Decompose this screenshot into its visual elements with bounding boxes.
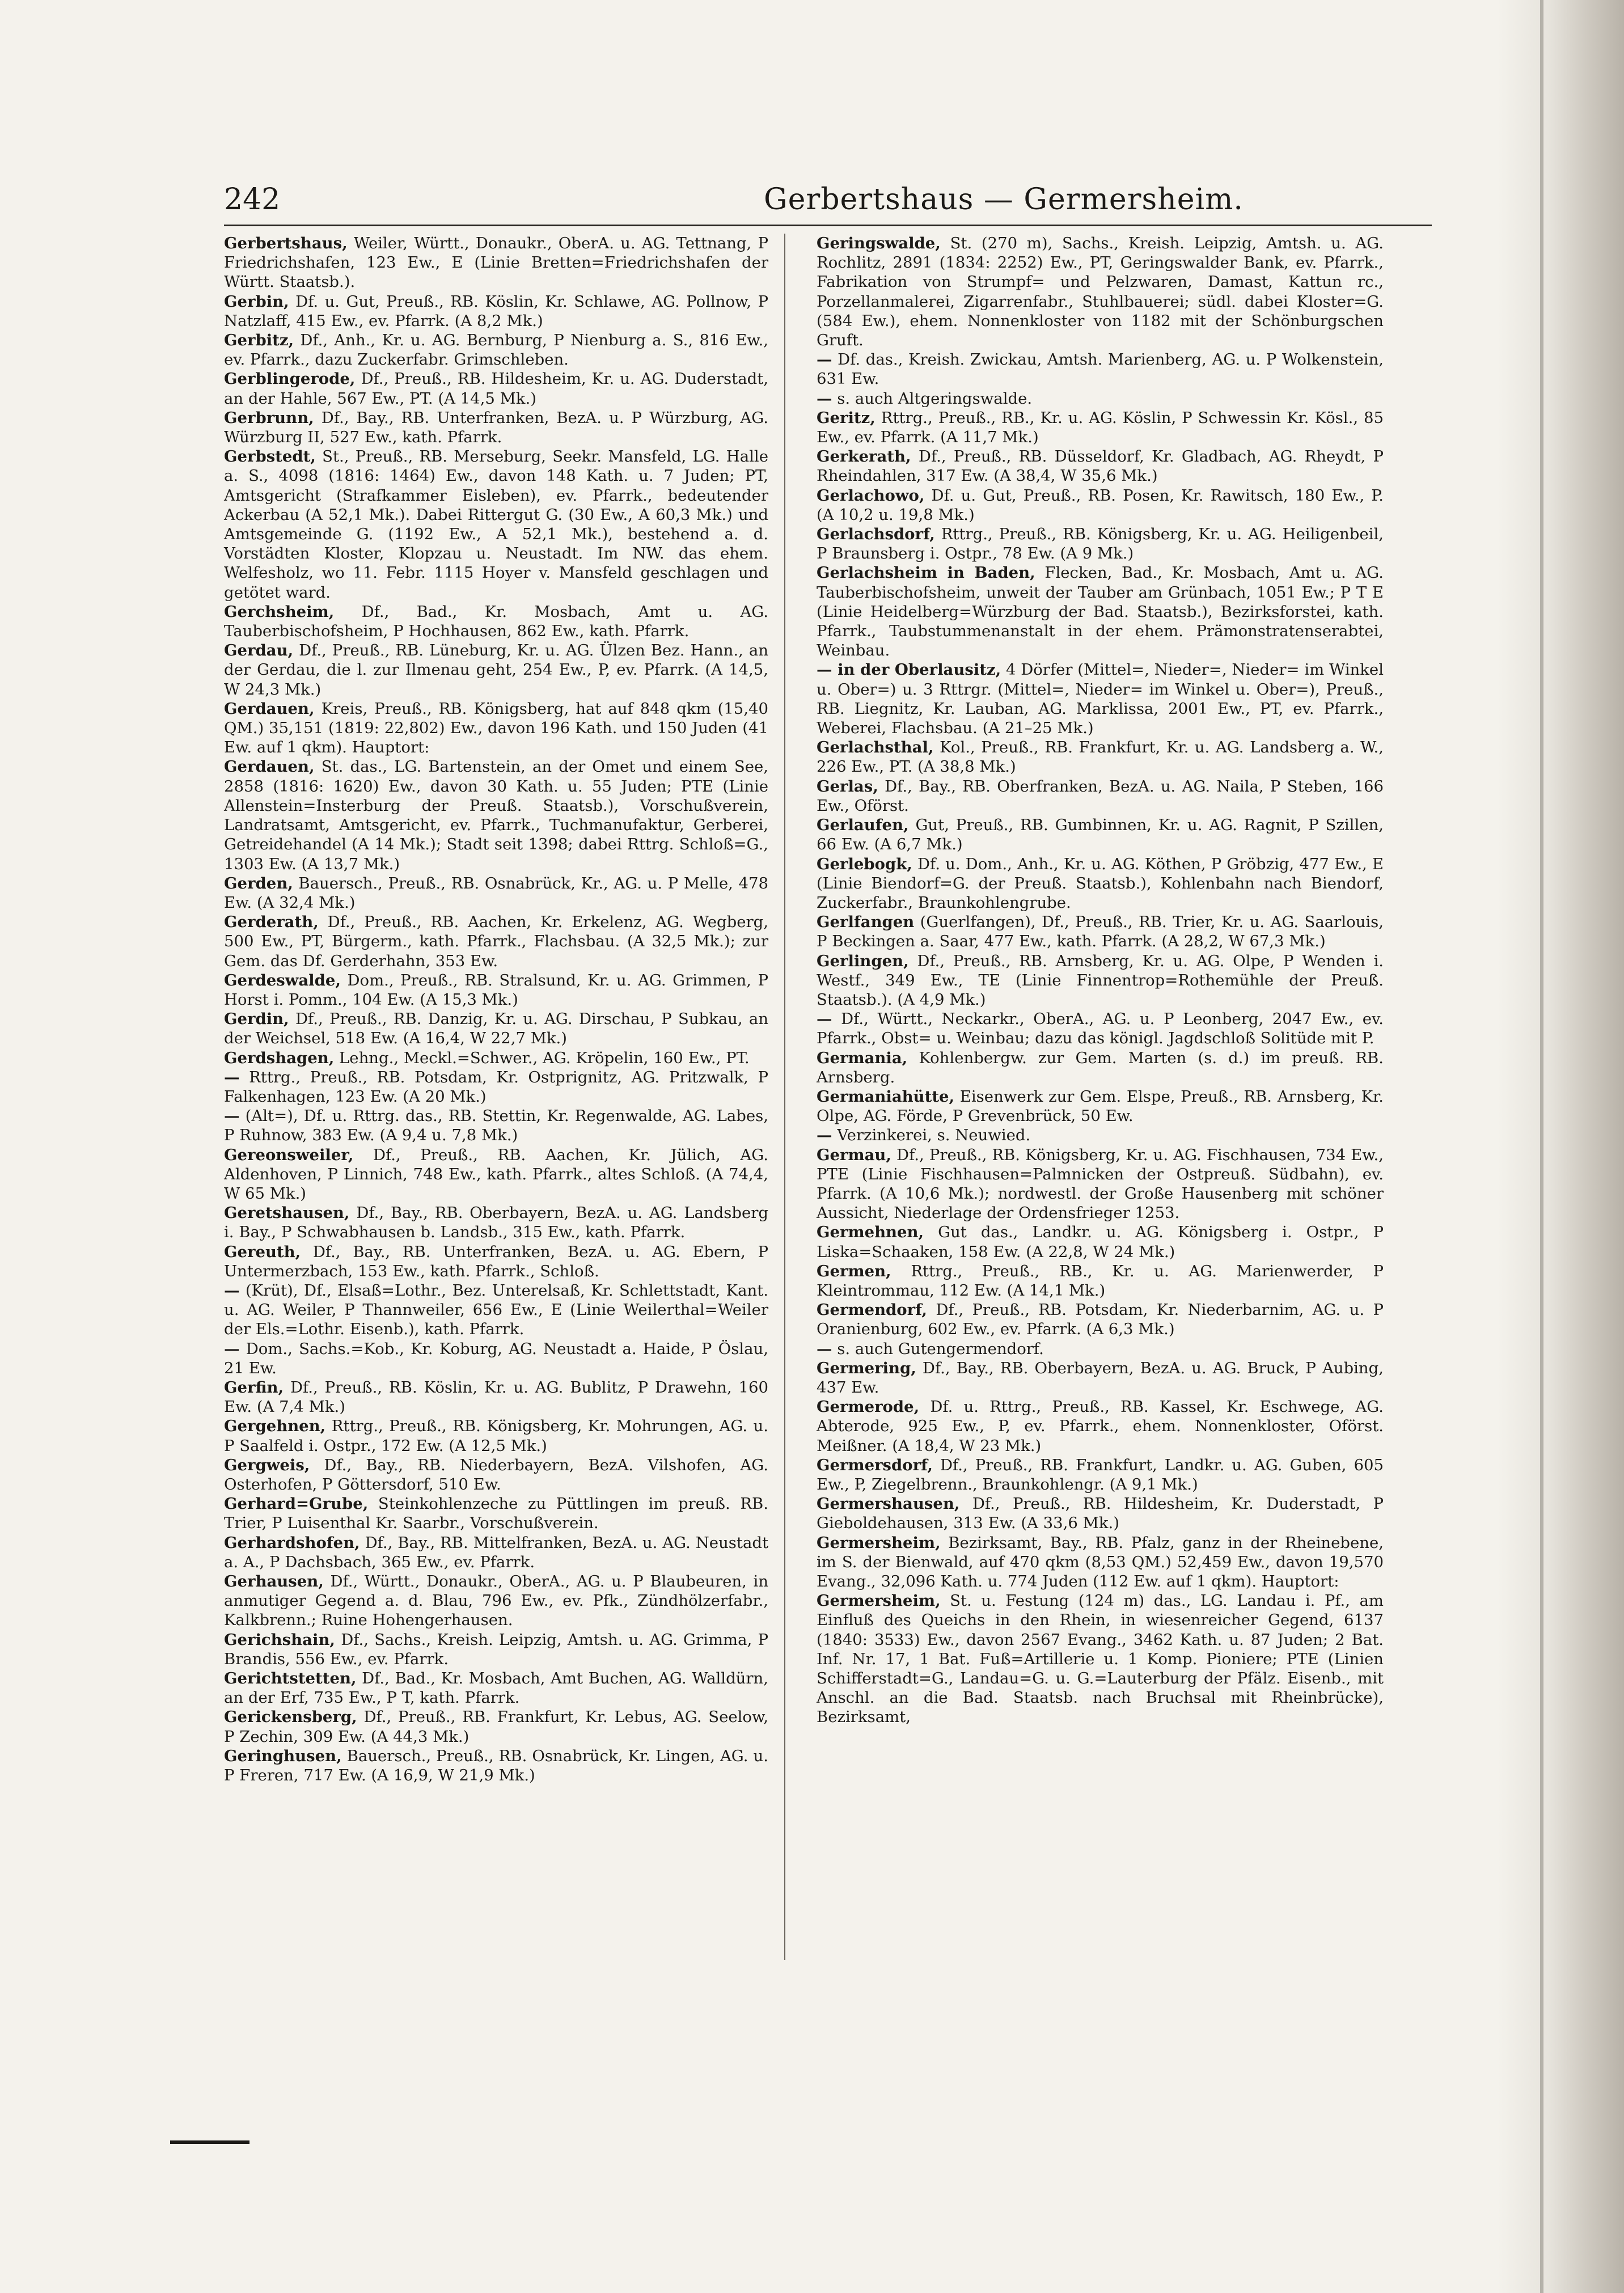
gazetteer-entry	[817, 1533, 1384, 1592]
gazetteer-entry	[224, 1669, 768, 1707]
gazetteer-entry	[224, 1145, 768, 1204]
entry-headword: Germering,	[817, 1359, 916, 1377]
entry-headword: Gerbitz,	[224, 331, 294, 350]
gazetteer-entry	[224, 641, 768, 699]
entry-headword: Gergweis,	[224, 1456, 310, 1474]
entry-text: (Guerlfangen), Df., Preuß., RB. Trier, Kr. u. AG. Saarlouis, P Beckingen a. Saar, 477 Ew., kath. Pfarrk. (A 28,2, W 67,3 Mk.)	[817, 913, 1384, 951]
gazetteer-entry	[817, 854, 1384, 913]
gazetteer-entry	[224, 602, 768, 641]
entry-text: Df., Preuß., RB. Köslin, Kr. u. AG. Bublitz, P Drawehn, 160 Ew. (A 7,4 Mk.)	[224, 1378, 768, 1416]
entry-text: St. das., LG. Bartenstein, an der Omet und einem See, 2858 (1816: 1620) Ew., davon 30 Kath. u. 55 Juden; PTE (Linie Allenstein=Insterburg der Preuß. Staatsb.), Vorschußverein, Landratsamt, Amtsgericht, ev. Pfarrk., Tuchmanufaktur, Gerberei, Getreidehandel (A 14 Mk.); Stadt seit 1398; dabei Rttrg. Schloß=G., 1303 Ew. (A 13,7 Mk.)	[224, 758, 768, 873]
entry-text: Df., Württ., Neckarkr., OberA., AG. u. P Leonberg, 2047 Ew., ev. Pfarrk., Obst= u. Weinbau; dazu das königl. Jagdschloß Solitüde mit P.	[817, 1010, 1384, 1048]
entry-headword: Gerdin,	[224, 1010, 289, 1029]
gazetteer-entry	[817, 389, 1384, 408]
entry-headword: Germania,	[817, 1048, 908, 1067]
gazetteer-entry	[224, 1378, 768, 1416]
entry-headword: —	[817, 1339, 832, 1358]
entry-headword: Gerlingen,	[817, 951, 909, 970]
entry-headword: Gerden,	[224, 874, 293, 892]
gazetteer-entry	[224, 912, 768, 971]
entry-headword: Gerhausen,	[224, 1572, 324, 1591]
gazetteer-entry	[817, 1262, 1384, 1300]
gazetteer-entry	[224, 1009, 768, 1048]
entry-headword: —	[817, 1126, 832, 1145]
gazetteer-entry	[224, 292, 768, 331]
entry-headword: Gerhard=Grube,	[224, 1495, 369, 1513]
entry-headword: Gerchsheim,	[224, 602, 335, 621]
page-number: 242	[224, 183, 281, 217]
entry-text: Dom., Preuß., RB. Stralsund, Kr. u. AG. Grimmen, P Horst i. Pomm., 104 Ew. (A 15,3 Mk.)	[224, 971, 768, 1009]
entry-headword: Gerdau,	[224, 641, 294, 660]
entry-headword: Germersheim,	[817, 1533, 941, 1552]
entry-headword: Gereuth,	[224, 1242, 301, 1261]
entry-headword: Germersdorf,	[817, 1456, 933, 1474]
gazetteer-entry	[224, 1533, 768, 1572]
entry-text: Eisenwerk zur Gem. Elspe, Preuß., RB. Arnsberg, Kr. Olpe, AG. Förde, P Grevenbrück, 50 Ew.	[817, 1087, 1384, 1126]
entry-headword: Germen,	[817, 1262, 891, 1280]
gazetteer-entry	[224, 1203, 768, 1242]
gazetteer-entry	[224, 1456, 768, 1494]
entry-text: Df. u. Dom., Anh., Kr. u. AG. Köthen, P Gröbzig, 477 Ew., E (Linie Biendorf=G. der Preuß. Staatsb.), Kohlenbahn nach Biendorf, Zuckerfabr., Braunkohlengrube.	[817, 854, 1384, 912]
entry-text: 4 Dörfer (Mittel=, Nieder=, Nieder= im Winkel u. Ober=) u. 3 Rttrgr. (Mittel=, Nieder= im Winkel u. Ober=), Preuß., RB. Liegnitz, Kr. Lauban, AG. Marklissa, 2001 Ew., PT, ev. Pfarrk., Weberei, Flachsbau. (A 21–25 Mk.)	[817, 661, 1384, 738]
entry-headword: —	[817, 1010, 832, 1029]
column-divider	[784, 234, 785, 1960]
entry-text: Kreis, Preuß., RB. Königsberg, hat auf 848 qkm (15,40 QM.) 35,151 (1819: 22,802) Ew., davon 196 Kath. und 150 Juden (41 Ew. auf 1 qkm). Hauptort:	[224, 699, 768, 757]
entry-text: Df., Preuß., RB. Aachen, Kr. Erkelenz, AG. Wegberg, 500 Ew., PT, Bürgerm., kath. Pfarrk., Flachsbau. (A 32,5 Mk.); zur Gem. das Df. Gerderhahn, 353 Ew.	[224, 913, 768, 970]
entry-text: St., Preuß., RB. Merseburg, Seekr. Mansfeld, LG. Halle a. S., 4098 (1816: 1464) Ew., davon 148 Kath. u. 7 Juden; PT, Amtsgericht (Strafkammer Eisleben), ev. Pfarrk., bedeutender Ackerbau (A 52,1 Mk.). Dabei Rittergut G. (30 Ew., A 60,3 Mk.) und Amtsgemeinde G. (1192 Ew., A 52,1 Mk.), bestehend a. d. Vorstädten Kloster, Klopzau u. Neustadt. Im NW. das ehem. Welfesholz, wo 11. Febr. 1115 Hoyer v. Mansfeld geschlagen und getötet ward.	[224, 447, 768, 602]
entry-headword: Gerbrunn,	[224, 408, 314, 427]
gazetteer-entry	[817, 1087, 1384, 1126]
gazetteer-entry	[817, 1397, 1384, 1456]
entry-headword: Germendorf,	[817, 1301, 927, 1319]
entry-text: Df., Preuß., RB. Potsdam, Kr. Niederbarnim, AG. u. P Oranienburg, 602 Ew., ev. Pfarrk. (A 6,3 Mk.)	[817, 1301, 1384, 1339]
gazetteer-entry	[224, 1048, 768, 1068]
entry-text: Rttrg., Preuß., RB., Kr. u. AG. Marienwerder, P Kleintrommau, 112 Ew. (A 14,1 Mk.)	[817, 1262, 1384, 1300]
entry-text: Df., Preuß., RB. Aachen, Kr. Jülich, AG. Aldenhoven, P Linnich, 748 Ew., kath. Pfarrk., altes Schloß. (A 74,4, W 65 Mk.)	[224, 1145, 768, 1203]
entry-headword: Gerlachsheim in Baden,	[817, 564, 1035, 582]
entry-headword: Germersheim,	[817, 1592, 941, 1610]
gazetteer-entry	[817, 1048, 1384, 1087]
book-spine-shadow	[1540, 0, 1543, 2293]
entry-headword: Geringswalde,	[817, 234, 941, 252]
gazetteer-entry	[224, 1630, 768, 1669]
entry-text: Df., Preuß., RB. Hildesheim, Kr. Duderstadt, P Gieboldehausen, 313 Ew. (A 33,6 Mk.)	[817, 1495, 1384, 1533]
entry-text: Df., Preuß., RB. Lüneburg, Kr. u. AG. Ülzen Bez. Hann., an der Gerdau, die l. zur Ilmenau geht, 254 Ew., P, ev. Pfarrk. (A 14,5, W 24,3 Mk.)	[224, 641, 768, 699]
entry-headword: Gerlebogk,	[817, 854, 912, 873]
entry-headword: Gerlachsthal,	[817, 738, 934, 757]
entry-headword: Gerdauen,	[224, 699, 315, 718]
gazetteer-entry	[224, 971, 768, 1009]
entry-headword: Germehnen,	[817, 1223, 924, 1242]
entry-text: Df., Preuß., RB. Königsberg, Kr. u. AG. Fischhausen, 734 Ew., PTE (Linie Fischhausen=Palmnicken der Ostpreuß. Südbahn), ev. Pfarrk. (A 10,6 Mk.); nordwestl. der Große Hausenberg mit schöner Aussicht, Niederlage der Ordensfrieger 1253.	[817, 1145, 1384, 1222]
entry-text: s. auch Altgeringswalde.	[837, 389, 1033, 408]
gazetteer-entry	[224, 1281, 768, 1339]
entry-text: Gut das., Landkr. u. AG. Königsberg i. Ostpr., P Liska=Schaaken, 158 Ew. (A 22,8, W 24 Mk.)	[817, 1223, 1384, 1261]
gazetteer-entry	[817, 912, 1384, 951]
entry-text: Bauersch., Preuß., RB. Osnabrück, Kr., AG. u. P Melle, 478 Ew. (A 32,4 Mk.)	[224, 874, 768, 912]
gazetteer-entry	[224, 1068, 768, 1106]
entry-text: Df., Bay., RB. Mittelfranken, BezA. u. AG. Neustadt a. A., P Dachsbach, 365 Ew., ev. Pfarrk.	[224, 1533, 768, 1571]
gazetteer-entry	[224, 234, 768, 292]
gazetteer-entry	[224, 369, 768, 408]
right-column	[817, 234, 1384, 1727]
entry-headword: —	[224, 1107, 240, 1126]
gazetteer-entry	[224, 757, 768, 873]
entry-text: Rttrg., Preuß., RB. Königsberg, Kr. u. AG. Heiligenbeil, P Braunsberg i. Ostpr., 78 Ew. (A 9 Mk.)	[817, 525, 1384, 563]
entry-text: Df., Bay., RB. Unterfranken, BezA. u. P Würzburg, AG. Würzburg II, 527 Ew., kath. Pfarrk.	[224, 408, 769, 447]
entry-text: Kohlenbergw. zur Gem. Marten (s. d.) im preuß. RB. Arnsberg.	[817, 1048, 1384, 1086]
entry-headword: Gerlfangen	[817, 913, 915, 932]
gazetteer-entry	[817, 777, 1384, 815]
gazetteer-entry	[817, 563, 1384, 660]
entry-headword: Gerdeswalde,	[224, 971, 341, 989]
gazetteer-entry	[224, 331, 768, 369]
gazetteer-entry	[817, 447, 1384, 485]
entry-text: St. (270 m), Sachs., Kreish. Leipzig, Amtsh. u. AG. Rochlitz, 2891 (1834: 2252) Ew., PT, Geringswalder Bank, ev. Pfarrk., Fabrikation von Strumpf= und Pelzwaren, Damast, Kattun rc., Porzellanmalerei, Zigarrenfabr., Stuhlbauerei; südl. dabei Kloster=G. (584 Ew.), ehem. Nonnenkloster von 1182 mit der Schönburgschen Gruft.	[817, 234, 1384, 350]
entry-text: Df. u. Gut, Preuß., RB. Köslin, Kr. Schlawe, AG. Pollnow, P Natzlaff, 415 Ew., ev. Pfarrk. (A 8,2 Mk.)	[224, 292, 768, 330]
entry-headword: Gerlachsdorf,	[817, 525, 935, 544]
gazetteer-entry	[817, 1222, 1384, 1261]
entry-text: Flecken, Bad., Kr. Mosbach, Amt u. AG. Tauberbischofsheim, unweit der Tauber am Grünbach, 1051 Ew.; P T E (Linie Heidelberg=Würzburg der Bad. Staatsb.), Bezirksforstei, kath. Pfarrk., Taubstummenanstalt in der ehem. Prämonstratenserabtei, Weinbau.	[817, 564, 1384, 660]
entry-headword: Germershausen,	[817, 1495, 960, 1513]
entry-headword: Gerkerath,	[817, 447, 911, 466]
entry-text: Rttrg., Preuß., RB. Potsdam, Kr. Ostprignitz, AG. Pritzwalk, P Falkenhagen, 123 Ew. (A 20 Mk.)	[224, 1068, 768, 1106]
gazetteer-entry	[817, 660, 1384, 738]
entry-headword: Germerode,	[817, 1398, 920, 1416]
entry-text: Rttrg., Preuß., RB., Kr. u. AG. Köslin, P Schwessin Kr. Kösl., 85 Ew., ev. Pfarrk. (A 11,7 Mk.)	[817, 408, 1384, 447]
gazetteer-entry	[817, 1126, 1384, 1145]
gazetteer-entry	[224, 1746, 768, 1785]
gazetteer-entry	[817, 524, 1384, 563]
entry-text: Bezirksamt, Bay., RB. Pfalz, ganz in der Rheinebene, im S. der Bienwald, auf 470 qkm (8,53 QM.) 52,459 Ew., davon 19,570 Evang., 32,096 Kath. u. 774 Juden (112 Ew. auf 1 qkm). Hauptort:	[817, 1533, 1384, 1591]
entry-text: Verzinkerei, s. Neuwied.	[837, 1126, 1031, 1145]
entry-headword: Geretshausen,	[224, 1204, 350, 1222]
gazetteer-entry	[817, 815, 1384, 854]
gazetteer-entry	[224, 1572, 768, 1630]
entry-headword: —	[817, 389, 832, 408]
entry-text: Df., Sachs., Kreish. Leipzig, Amtsh. u. AG. Grimma, P Brandis, 556 Ew., ev. Pfarrk.	[224, 1630, 768, 1668]
entry-text: Df., Preuß., RB. Frankfurt, Kr. Lebus, AG. Seelow, P Zechin, 309 Ew. (A 44,3 Mk.)	[224, 1708, 768, 1746]
entry-headword: Germau,	[817, 1145, 891, 1164]
entry-text: Steinkohlenzeche zu Püttlingen im preuß. RB. Trier, P Luisenthal Kr. Saarbr., Vorschußverein.	[224, 1495, 768, 1533]
entry-text: Df. u. Gut, Preuß., RB. Posen, Kr. Rawitsch, 180 Ew., P. (A 10,2 u. 19,8 Mk.)	[817, 486, 1384, 524]
gazetteer-entry	[224, 699, 768, 758]
entry-headword: Gerichtstetten,	[224, 1669, 357, 1688]
gazetteer-entry	[817, 738, 1384, 776]
entry-text: Df., Bay., RB. Unterfranken, BezA. u. AG. Ebern, P Untermerzbach, 153 Ew., kath. Pfarrk., Schloß.	[224, 1242, 768, 1280]
gazetteer-entry	[224, 1242, 768, 1281]
entry-text: Df., Preuß., RB. Arnsberg, Kr. u. AG. Olpe, P Wenden i. Westf., 349 Ew., TE (Linie Finnentrop=Rothemühle der Preuß. Staatsb.). (A 4,9 Mk.)	[817, 951, 1384, 1009]
gazetteer-entry	[817, 1339, 1384, 1359]
entry-text: Df., Bay., RB. Oberfranken, BezA. u. AG. Naila, P Steben, 166 Ew., Oförst.	[817, 777, 1384, 815]
entry-headword: Gerblingerode,	[224, 370, 356, 388]
entry-headword: —	[224, 1339, 240, 1358]
entry-text: Df., Bay., RB. Oberbayern, BezA. u. AG. Landsberg i. Bay., P Schwabhausen b. Landsb., 315 Ew., kath. Pfarrk.	[224, 1204, 768, 1242]
gazetteer-entry	[224, 1339, 768, 1378]
entry-headword: Gerdshagen,	[224, 1048, 335, 1067]
gazetteer-entry	[224, 1416, 768, 1455]
entry-text: Bauersch., Preuß., RB. Osnabrück, Kr. Lingen, AG. u. P Freren, 717 Ew. (A 16,9, W 21,9 Mk.)	[224, 1746, 769, 1785]
entry-text: Lehng., Meckl.=Schwer., AG. Kröpelin, 160 Ew., PT.	[339, 1048, 750, 1067]
gazetteer-entry	[224, 447, 768, 602]
entry-text: St. u. Festung (124 m) das., LG. Landau i. Pf., am Einfluß des Queichs in den Rhein, in wiesenreicher Gegend, 6137 (1840: 3533) Ew., davon 2567 Evang., 3462 Kath. u. 87 Juden; 2 Bat. Inf. Nr. 17, 1 Bat. Fuß=Artillerie u. 1 Komp. Pioniere; PTE (Linien Schifferstadt=G., Landau=G. u. G.=Lauterburg der Pfälz. Eisenb., mit Anschl. an die Bad. Staatsb. nach Bruchsal mit Rheinbrücke), Bezirksamt,	[817, 1592, 1384, 1727]
gazetteer-entry	[817, 951, 1384, 1010]
entry-headword: Gerdauen,	[224, 758, 315, 776]
book-spine-edge	[1497, 0, 1624, 2293]
entry-headword: Gerfin,	[224, 1378, 284, 1397]
entry-text: Df., Bay., RB. Oberbayern, BezA. u. AG. Bruck, P Aubing, 437 Ew.	[817, 1359, 1384, 1397]
gazetteer-entry	[224, 1707, 768, 1746]
entry-text: Df., Preuß., RB. Hildesheim, Kr. u. AG. Duderstadt, an der Hahle, 567 Ew., PT. (A 14,5 Mk.)	[224, 370, 768, 408]
gazetteer-entry	[817, 1145, 1384, 1223]
entry-headword: —	[817, 350, 832, 369]
footer-mark	[170, 2140, 249, 2144]
entry-headword: — in der Oberlausitz,	[817, 661, 1001, 679]
entry-headword: Gerichshain,	[224, 1630, 335, 1649]
entry-text: Df. u. Rttrg., Preuß., RB. Kassel, Kr. Eschwege, AG. Abterode, 925 Ew., P, ev. Pfarrk., ehem. Nonnenkloster, Oförst. Meißner. (A 18,4, W 23 Mk.)	[817, 1398, 1384, 1455]
gazetteer-entry	[817, 1591, 1384, 1727]
entry-text: Weiler, Württ., Donaukr., OberA. u. AG. Tettnang, P Friedrichshafen, 123 Ew., E (Linie Bretten=Friedrichshafen der Württ. Staatsb.).	[224, 234, 768, 291]
entry-headword: Gergehnen,	[224, 1417, 326, 1436]
entry-text: (Krüt), Df., Elsaß=Lothr., Bez. Unterelsaß, Kr. Schlettstadt, Kant. u. AG. Weiler, P Thannweiler, 656 Ew., E (Linie Weilerthal=Weiler der Els.=Lothr. Eisenb.), kath. Pfarrk.	[224, 1281, 768, 1339]
entry-headword: Gerlas,	[817, 777, 878, 796]
entry-text: Gut, Preuß., RB. Gumbinnen, Kr. u. AG. Ragnit, P Szillen, 66 Ew. (A 6,7 Mk.)	[817, 816, 1384, 854]
left-column	[224, 234, 768, 1785]
gazetteer-entry	[817, 1009, 1384, 1048]
entry-headword: Gerlaufen,	[817, 816, 909, 835]
gazetteer-entry	[224, 408, 768, 447]
entry-text: Df., Bay., RB. Niederbayern, BezA. Vilshofen, AG. Osterhofen, P Göttersdorf, 510 Ew.	[224, 1456, 768, 1494]
entry-headword: Gerbstedt,	[224, 447, 316, 466]
gazetteer-entry	[817, 408, 1384, 447]
entry-text: Df., Anh., Kr. u. AG. Bernburg, P Nienburg a. S., 816 Ew., ev. Pfarrk., dazu Zuckerfabr. Grimschleben.	[224, 331, 768, 369]
running-title: Gerbertshaus — Germersheim.	[764, 183, 1244, 217]
entry-headword: Gerlachowo,	[817, 486, 925, 505]
gazetteer-entry	[817, 350, 1384, 388]
entry-headword: Germaniahütte,	[817, 1087, 955, 1106]
entry-text: Df., Bad., Kr. Mosbach, Amt Buchen, AG. Walldürn, an der Erf, 735 Ew., P T, kath. Pfarrk.	[224, 1669, 768, 1707]
entry-text: Df., Preuß., RB. Danzig, Kr. u. AG. Dirschau, P Subkau, an der Weichsel, 518 Ew. (A 16,4, W 22,7 Mk.)	[224, 1010, 768, 1048]
entry-text: Kol., Preuß., RB. Frankfurt, Kr. u. AG. Landsberg a. W., 226 Ew., PT. (A 38,8 Mk.)	[817, 738, 1384, 776]
entry-headword: Gerbin,	[224, 292, 289, 311]
gazetteer-entry	[817, 1359, 1384, 1397]
header-rule	[224, 225, 1432, 226]
gazetteer-entry	[224, 874, 768, 912]
entry-headword: Geritz,	[817, 408, 876, 427]
entry-headword: Gerickensberg,	[224, 1708, 357, 1727]
gazetteer-entry	[817, 234, 1384, 350]
gazetteer-entry	[224, 1106, 768, 1145]
entry-headword: Geringhusen,	[224, 1746, 342, 1765]
gazetteer-entry	[817, 1456, 1384, 1494]
entry-text: Df., Preuß., RB. Frankfurt, Landkr. u. AG. Guben, 605 Ew., P, Ziegelbrenn., Braunkohlengr. (A 9,1 Mk.)	[817, 1456, 1384, 1494]
gazetteer-entry	[817, 1300, 1384, 1339]
entry-headword: Gerhardshofen,	[224, 1533, 360, 1552]
gazetteer-entry	[817, 486, 1384, 524]
entry-text: Df., Preuß., RB. Düsseldorf, Kr. Gladbach, AG. Rheydt, P Rheindahlen, 317 Ew. (A 38,4, W 35,6 Mk.)	[817, 447, 1384, 485]
entry-text: s. auch Gutengermendorf.	[837, 1339, 1044, 1358]
entry-text: (Alt=), Df. u. Rttrg. das., RB. Stettin, Kr. Regenwalde, AG. Labes, P Ruhnow, 383 Ew. (A 9,4 u. 7,8 Mk.)	[224, 1107, 769, 1145]
entry-headword: —	[224, 1281, 240, 1300]
gazetteer-entry	[224, 1494, 768, 1533]
entry-text: Df., Württ., Donaukr., OberA., AG. u. P Blaubeuren, in anmutiger Gegend a. d. Blau, 796 Ew., ev. Pfk., Zündhölzerfabr., Kalkbrenn.; Ruine Hohengerhausen.	[224, 1572, 768, 1630]
entry-headword: Gereonsweiler,	[224, 1145, 354, 1164]
gazetteer-entry	[817, 1494, 1384, 1533]
entry-headword: Gerderath,	[224, 913, 319, 932]
entry-text: Df., Bad., Kr. Mosbach, Amt u. AG. Tauberbischofsheim, P Hochhausen, 862 Ew., kath. Pfarrk.	[224, 602, 768, 641]
entry-text: Dom., Sachs.=Kob., Kr. Koburg, AG. Neustadt a. Haide, P Öslau, 21 Ew.	[224, 1339, 768, 1377]
entry-text: Rttrg., Preuß., RB. Königsberg, Kr. Mohrungen, AG. u. P Saalfeld i. Ostpr., 172 Ew. (A 12,5 Mk.)	[224, 1417, 768, 1455]
entry-text: Df. das., Kreish. Zwickau, Amtsh. Marienberg, AG. u. P Wolkenstein, 631 Ew.	[817, 350, 1384, 388]
entry-headword: —	[224, 1068, 240, 1086]
entry-headword: Gerbertshaus,	[224, 234, 348, 252]
